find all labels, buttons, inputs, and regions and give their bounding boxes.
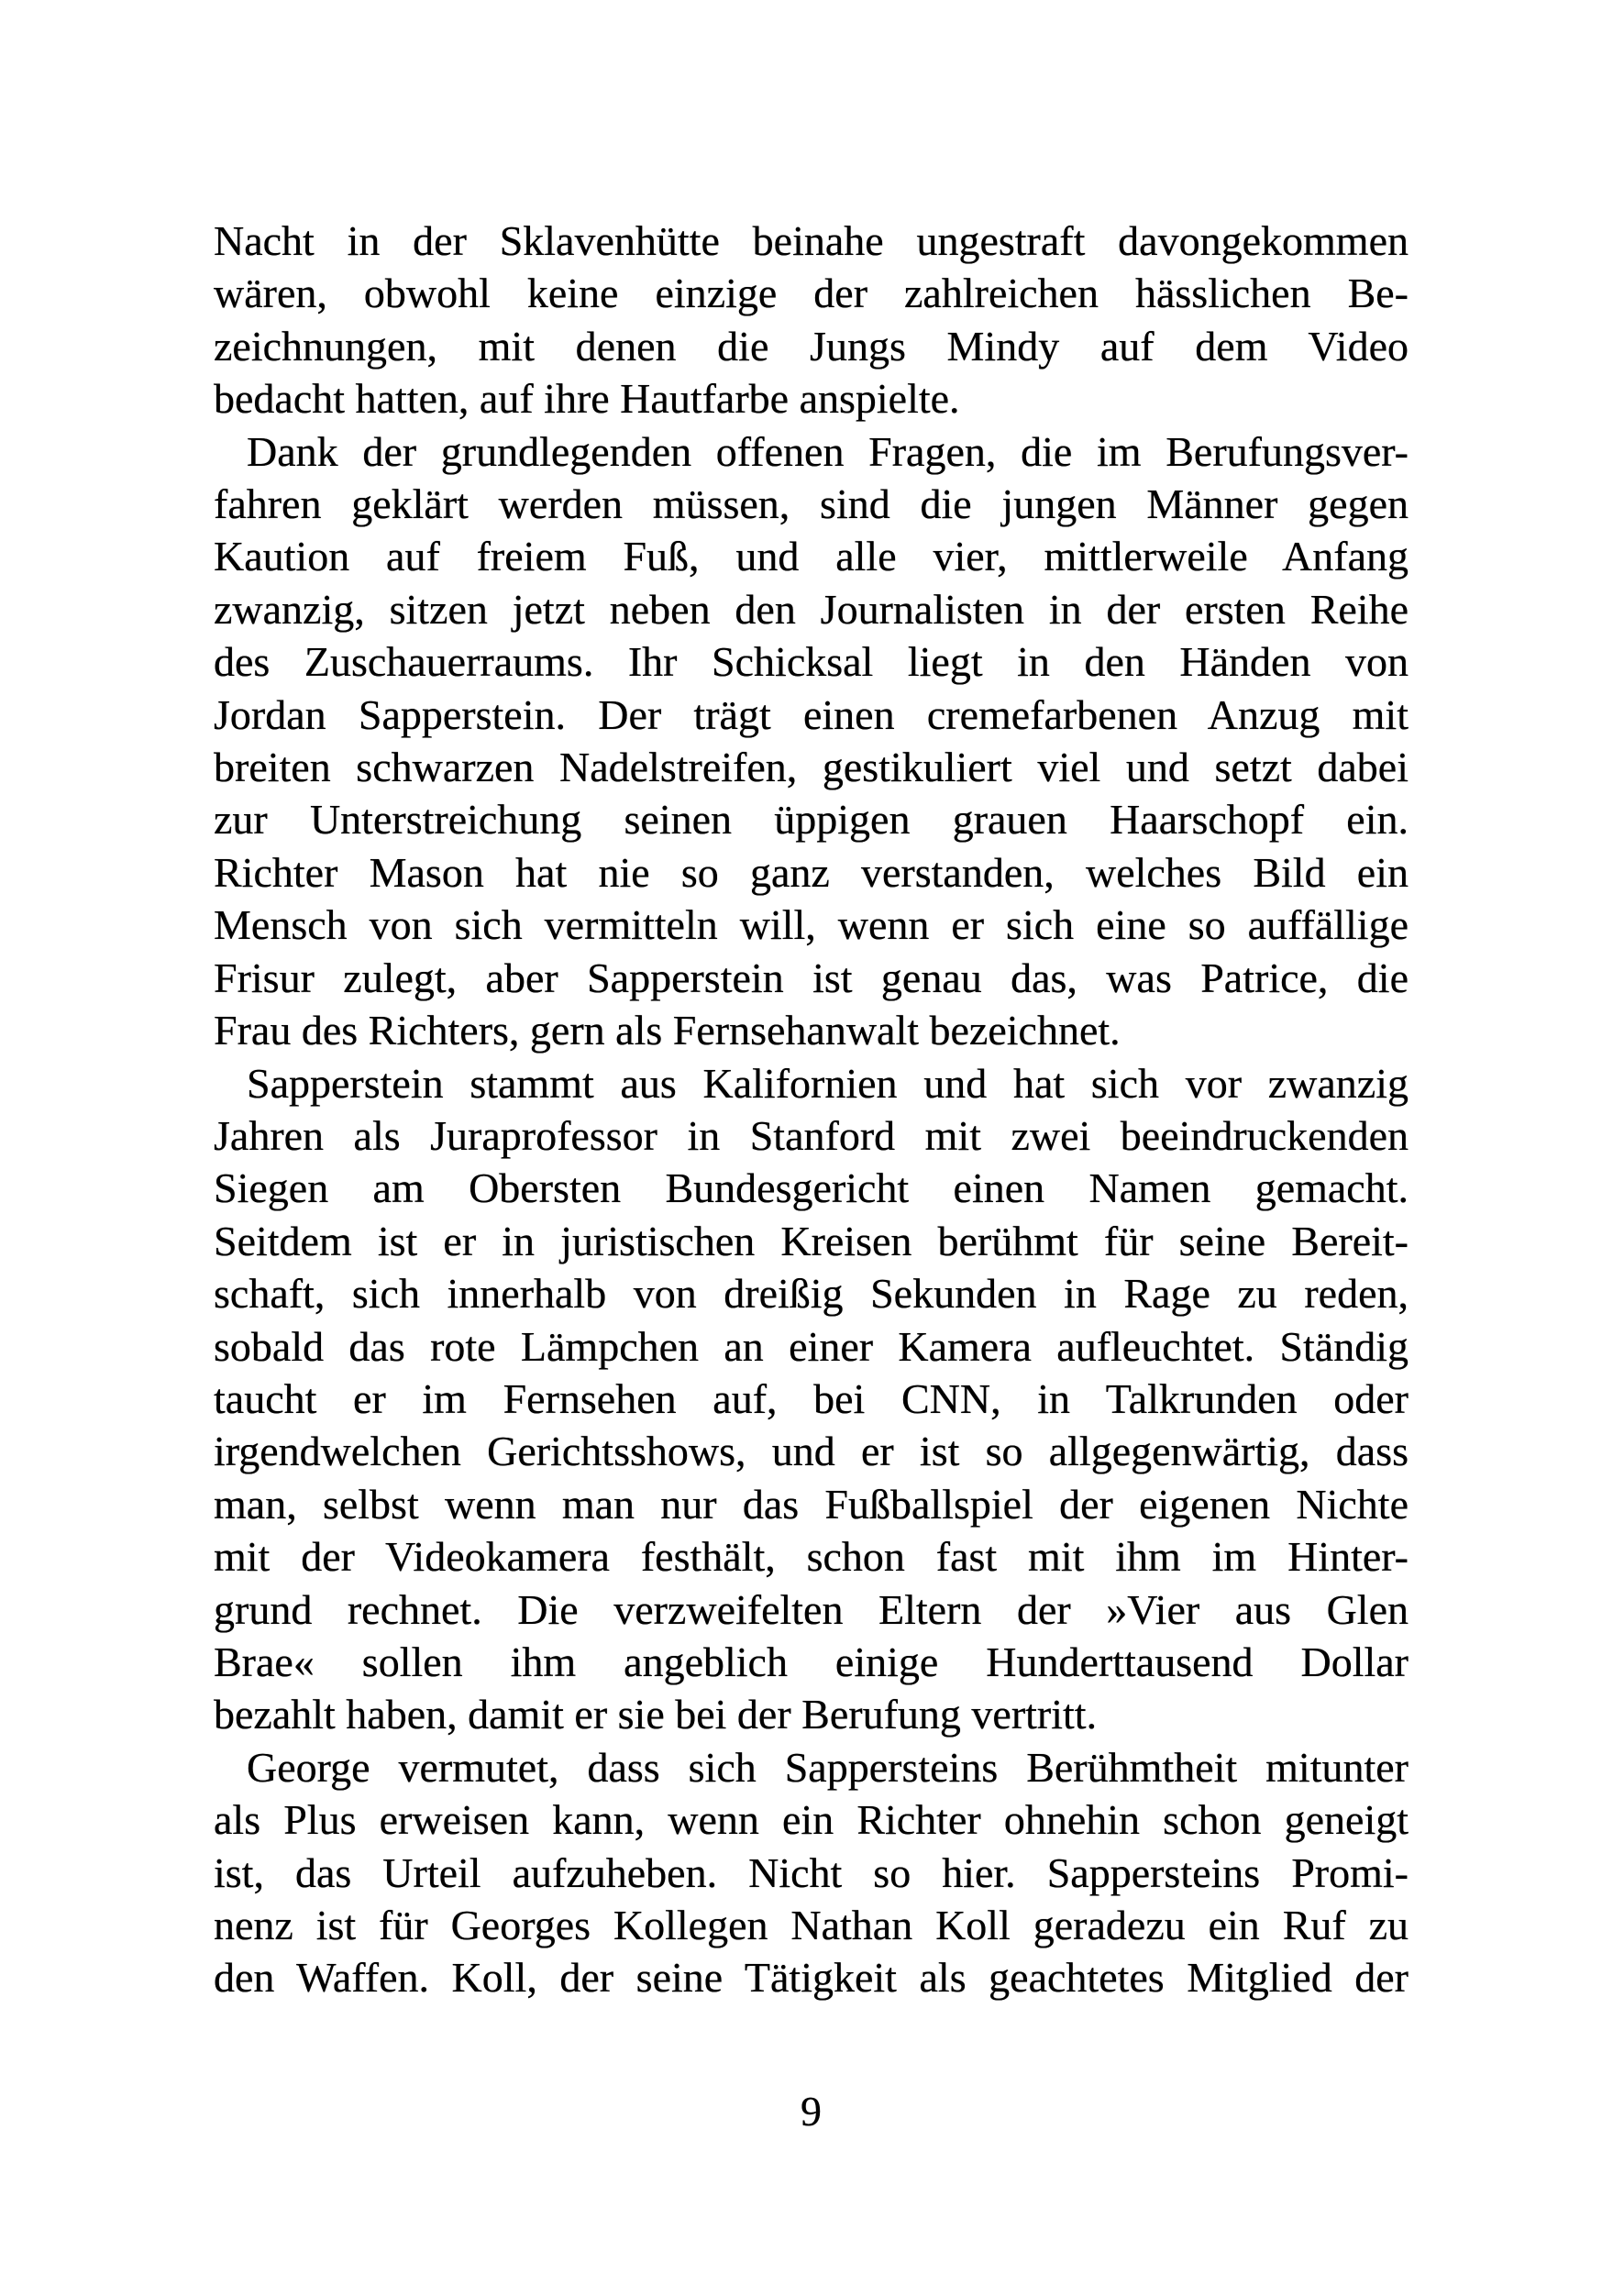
text-line: Jahren als Juraprofessor in Stanford mit zwei beeindruckenden	[214, 1111, 1409, 1159]
text-line: Nacht in der Sklavenhütte beinahe ungestraft davongekommen	[214, 217, 1409, 264]
text-line: George vermutet, dass sich Sappersteins Berühmtheit mitunter	[247, 1743, 1409, 1791]
page-text	[214, 215, 1409, 2004]
text-line: sobald das rote Lämpchen an einer Kamera aufleuchtet. Ständig	[214, 1322, 1409, 1370]
text-line: fahren geklärt werden müssen, sind die jungen Männer gegen	[214, 480, 1409, 528]
text-line: Richter Mason hat nie so ganz verstanden, welches Bild ein	[214, 848, 1409, 896]
text-line: zur Unterstreichung seinen üppigen grauen Haarschopf ein.	[214, 796, 1409, 844]
text-line: als Plus erweisen kann, wenn ein Richter ohnehin schon geneigt	[214, 1796, 1409, 1844]
text-line: Seitdem ist er in juristischen Kreisen berühmt für seine Bereit-	[214, 1217, 1409, 1264]
paragraph	[214, 1057, 1409, 1741]
paragraph	[214, 1741, 1409, 2004]
text-line: Dank der grundlegenden offenen Fragen, die im Berufungsver-	[247, 427, 1409, 475]
text-line: bedacht hatten, auf ihre Hautfarbe anspielte.	[214, 375, 960, 423]
text-line: Frisur zulegt, aber Sapperstein ist genau das, was Patrice, die	[214, 954, 1409, 1001]
text-line: ist, das Urteil aufzuheben. Nicht so hier. Sappersteins Promi-	[214, 1848, 1409, 1896]
text-line: mit der Videokamera festhält, schon fast mit ihm im Hinter-	[214, 1533, 1409, 1581]
text-line: bezahlt haben, damit er sie bei der Berufung vertritt.	[214, 1691, 1098, 1738]
text-line: Jordan Sapperstein. Der trägt einen cremefarbenen Anzug mit	[214, 690, 1409, 738]
text-line: Kaution auf freiem Fuß, und alle vier, mittlerweile Anfang	[214, 533, 1409, 580]
text-line: schaft, sich innerhalb von dreißig Sekunden in Rage zu reden,	[214, 1270, 1409, 1318]
text-line: Siegen am Obersten Bundesgericht einen Namen gemacht.	[214, 1164, 1409, 1212]
text-line: nenz ist für Georges Kollegen Nathan Koll geradezu ein Ruf zu	[214, 1902, 1409, 1948]
text-line: zeichnungen, mit denen die Jungs Mindy auf dem Video	[214, 322, 1409, 370]
text-line: Brae« sollen ihm angeblich einige Hunderttausend Dollar	[214, 1638, 1409, 1685]
text-line: des Zuschauerraums. Ihr Schicksal liegt in den Händen von	[214, 638, 1409, 686]
text-line: irgendwelchen Gerichtsshows, und er ist so allgegenwärtig, dass	[214, 1428, 1409, 1475]
text-line: Frau des Richters, gern als Fernsehanwalt bezeichnet.	[214, 1007, 1121, 1054]
text-line: zwanzig, sitzen jetzt neben den Journalisten in der ersten Reihe	[214, 585, 1409, 633]
text-line: grund rechnet. Die verzweifelten Eltern der »Vier aus Glen	[214, 1585, 1409, 1633]
text-line: taucht er im Fernsehen auf, bei CNN, in Talkrunden oder	[214, 1374, 1409, 1422]
text-line: man, selbst wenn man nur das Fußballspiel der eigenen Nichte	[214, 1480, 1409, 1528]
page-number: 9	[801, 2088, 822, 2135]
paragraph	[214, 215, 1409, 425]
text-line: Sapperstein stammt aus Kalifornien und hat sich vor zwanzig	[247, 1059, 1409, 1107]
text-line: wären, obwohl keine einzige der zahlreichen hässlichen Be-	[214, 270, 1409, 317]
text-line: Mensch von sich vermitteln will, wenn er sich eine so auffällige	[214, 901, 1409, 949]
paragraph	[214, 425, 1409, 1057]
text-line: breiten schwarzen Nadelstreifen, gestikuliert viel und setzt dabei	[214, 744, 1409, 791]
text-line: den Waffen. Koll, der seine Tätigkeit als geachtetes Mitglied der	[214, 1954, 1409, 2002]
